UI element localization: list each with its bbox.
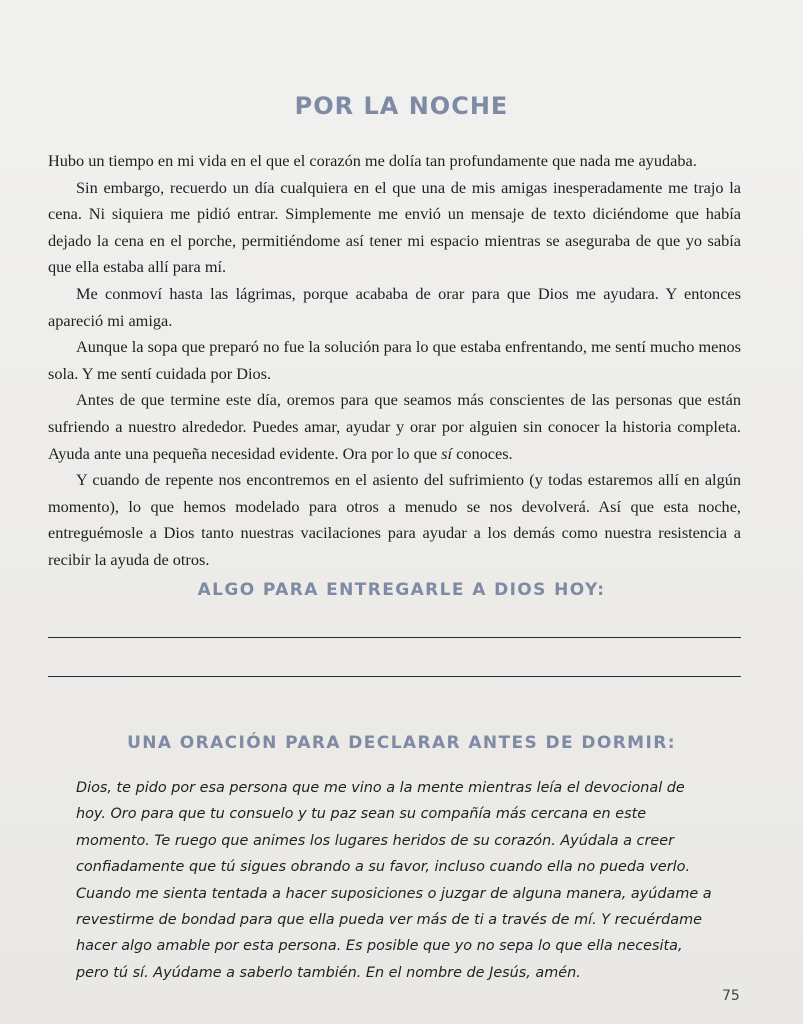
paragraph-5-before: Antes de que termine este día, oremos para que seamos más conscientes de las personas que están sufriendo a nuestro alrededor. Puedes amar, ayudar y orar por alguien sin conocer la historia completa. Ayuda ante una pequeña necesidad evidente. Ora por lo que [48, 390, 741, 463]
paragraph-2: Sin embargo, recuerdo un día cualquiera en el que una de mis amigas inesperadamente me trajo la cena. Ni siquiera me pidió entrar. Simplemente me envió un mensaje de texto diciéndome que había dejado la cena en el porche, permitiéndome así tener mi espacio mientras se aseguraba de que yo sabía que ella estaba allí para mí. [48, 177, 741, 277]
paragraph-4: Aunque la sopa que preparó no fue la solución para lo que estaba enfrentando, me sentí mucho menos sola. Y me sentí cuidada por Dios. [48, 337, 741, 383]
writing-line-2 [48, 676, 741, 677]
paragraph-5-after: conoces. [452, 443, 513, 463]
prayer-paragraph: Dios, te pido por esa persona que me vino a la mente mientras leía el devocional de hoy. Oro para que tu consuelo y tu paz sean su compañía más cercana en este momento. Te ruego que animes los lugares heridos de su corazón. Ayúdala a creer confiadamente que tú sigues obrando a su favor, incluso cuando ella no pueda verlo. Cuando me sienta tentada a hacer suposiciones o juzgar de alguna manera, ayúdame a revestirme de bondad para que ella pueda ver más de ti a través de mí. Y recuérdame hacer algo amable por esta persona. Es posible que yo no sepa lo que ella necesita, pero tú sí. Ayúdame a saberlo también. En el nombre de Jesús, amén. [76, 780, 712, 981]
bedtime-prayer-heading: UNA ORACIÓN PARA DECLARAR ANTES DE DORMIR: [127, 733, 676, 753]
paragraph-5-emphasis: sí [441, 443, 453, 463]
paragraph-5 [48, 387, 741, 467]
paragraph-1: Hubo un tiempo en mi vida en el que el corazón me dolía tan profundamente que nada me ayudaba. [48, 151, 697, 170]
paragraph-6: Y cuando de repente nos encontremos en el asiento del sufrimiento (y todas estaremos allí en algún momento), lo que hemos modelado para otros a menudo se nos devolverá. Así que esta noche, entreguémosle a Dios tanto nuestras vacilaciones para ayudar a los demás como nuestra resistencia a recibir la ayuda de otros. [48, 470, 741, 569]
prayer-text [76, 775, 716, 986]
page-title: POR LA NOCHE [294, 92, 509, 120]
writing-line-1 [48, 637, 741, 638]
page-number: 75 [722, 988, 740, 1004]
paragraph-3: Me conmoví hasta las lágrimas, porque acababa de orar para que Dios me ayudara. Y entonces apareció mi amiga. [48, 283, 741, 330]
devotional-body [48, 148, 741, 574]
give-to-god-heading: ALGO PARA ENTREGARLE A DIOS HOY: [197, 580, 606, 600]
